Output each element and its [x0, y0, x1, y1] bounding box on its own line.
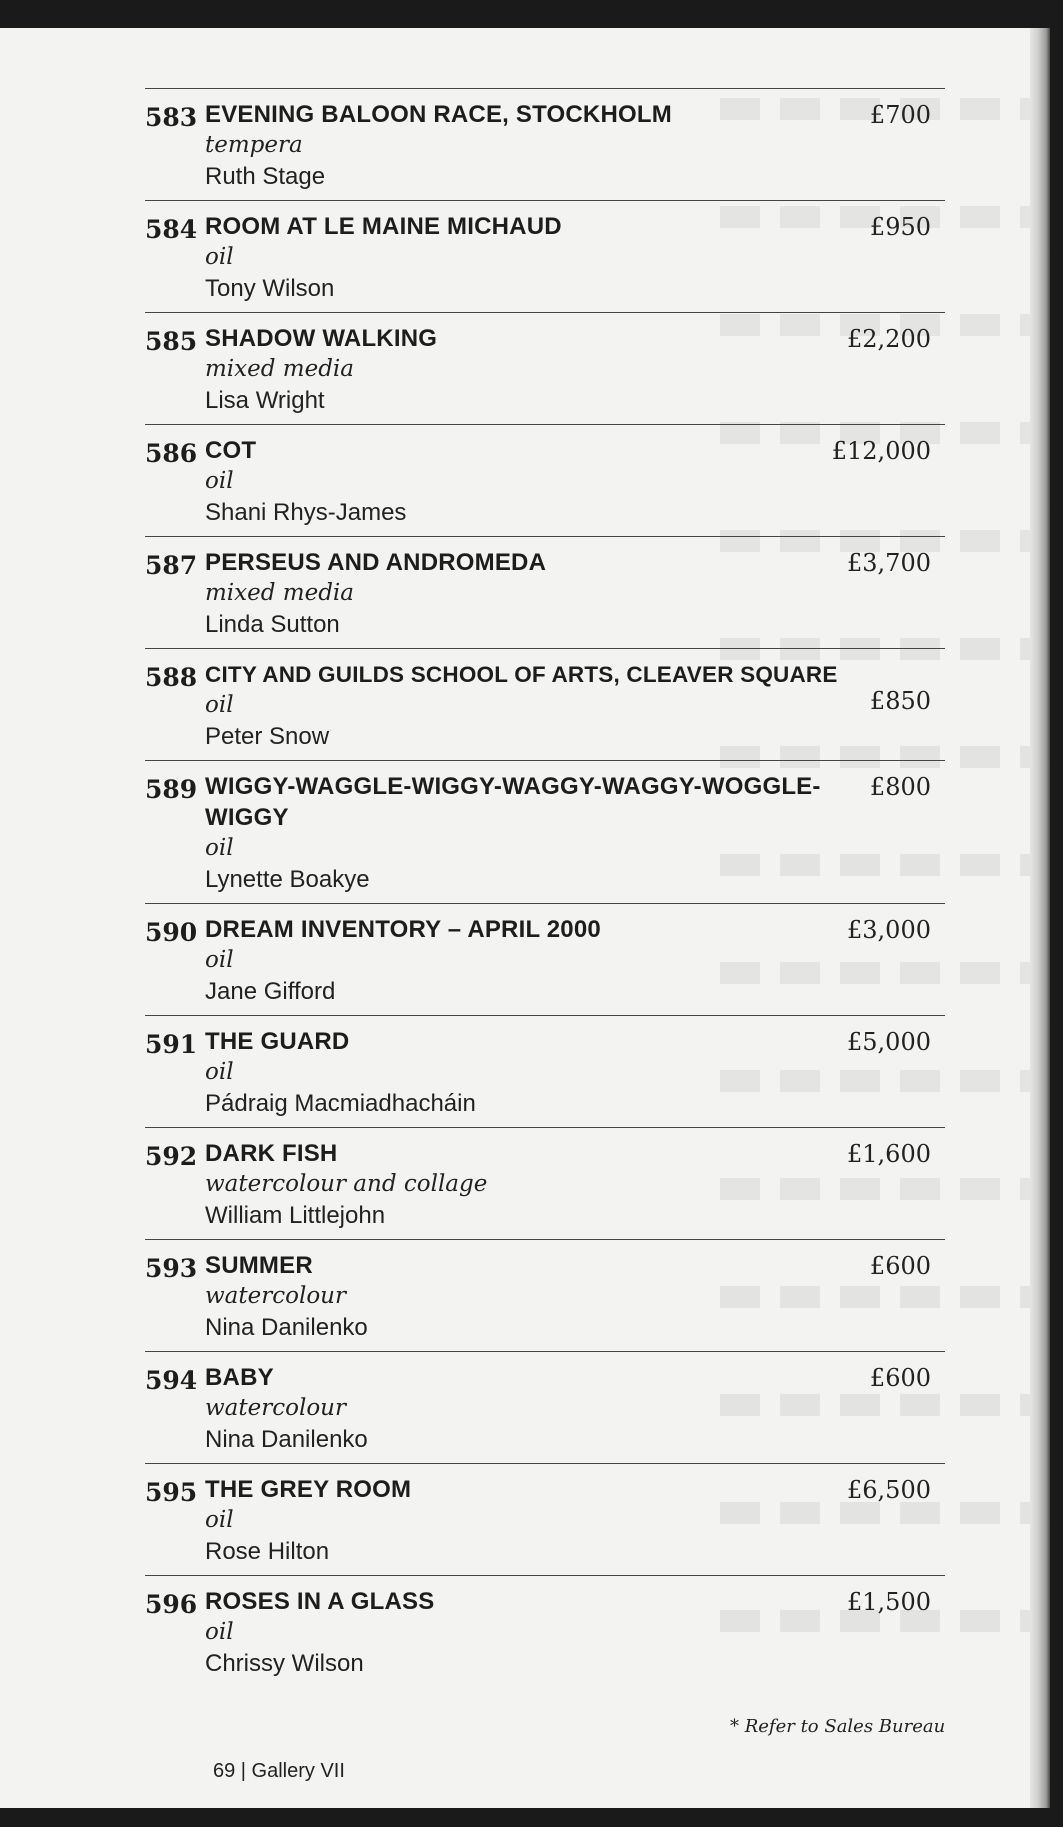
artist-name: William Littlejohn	[205, 1202, 386, 1229]
artwork-medium: watercolour	[205, 1283, 346, 1309]
artist-name: Nina Danilenko	[205, 1314, 368, 1341]
artwork-title: COT	[205, 437, 257, 464]
artwork-price: £12,000	[831, 437, 931, 465]
catalogue-entry	[145, 1127, 945, 1239]
sales-bureau-note: * Refer to Sales Bureau	[730, 1716, 946, 1737]
artwork-title: EVENING BALOON RACE, STOCKHOLM	[205, 101, 672, 128]
catalogue-entry	[145, 760, 945, 903]
artwork-price: £850	[869, 687, 931, 715]
artist-name: Tony Wilson	[205, 275, 335, 302]
page-footer: 69 | Gallery VII	[213, 1760, 345, 1782]
artwork-price: £600	[869, 1252, 931, 1280]
catalogue-entry	[145, 536, 945, 648]
artwork-price: £950	[869, 213, 931, 241]
artwork-title: THE GREY ROOM	[205, 1476, 412, 1503]
artist-name: Rose Hilton	[205, 1538, 330, 1565]
artwork-title: ROOM AT LE MAINE MICHAUD	[205, 213, 562, 240]
lot-number: 594	[145, 1366, 198, 1395]
artwork-medium: oil	[205, 835, 234, 861]
lot-number: 587	[145, 551, 198, 580]
artist-name: Jane Gifford	[205, 978, 336, 1005]
artist-name: Shani Rhys-James	[205, 499, 407, 526]
artwork-title: DARK FISH	[205, 1140, 338, 1167]
artwork-medium: oil	[205, 692, 234, 718]
artwork-title: SUMMER	[205, 1252, 313, 1279]
artist-name: Nina Danilenko	[205, 1426, 368, 1453]
artwork-title: SHADOW WALKING	[205, 325, 438, 352]
catalogue-entry	[145, 424, 945, 536]
artwork-medium: watercolour and collage	[205, 1171, 488, 1197]
catalogue-entry	[145, 648, 945, 760]
catalogue-entry	[145, 1351, 945, 1463]
artist-name: Lynette Boakye	[205, 866, 370, 893]
catalogue-entry	[145, 200, 945, 312]
artwork-medium: tempera	[205, 132, 303, 158]
artwork-medium: watercolour	[205, 1395, 346, 1421]
artwork-medium: oil	[205, 1507, 234, 1533]
lot-number: 596	[145, 1590, 198, 1619]
artwork-medium: oil	[205, 947, 234, 973]
catalogue-entry	[145, 1463, 945, 1575]
artwork-medium: oil	[205, 1059, 234, 1085]
lot-number: 590	[145, 918, 198, 947]
artwork-price: £600	[869, 1364, 931, 1392]
artwork-medium: oil	[205, 1619, 234, 1645]
artwork-price: £3,000	[847, 916, 931, 944]
artist-name: Pádraig Macmiadhacháin	[205, 1090, 476, 1117]
artwork-price: £6,500	[847, 1476, 931, 1504]
artist-name: Peter Snow	[205, 723, 330, 750]
lot-number: 588	[145, 663, 198, 692]
artwork-medium: oil	[205, 468, 234, 494]
lot-number: 593	[145, 1254, 198, 1283]
artwork-price: £3,700	[847, 549, 931, 577]
catalogue-list	[145, 88, 945, 1687]
artwork-title: BABY	[205, 1364, 274, 1391]
artist-name: Ruth Stage	[205, 163, 326, 190]
artwork-medium: mixed media	[205, 580, 354, 606]
catalogue-entry	[145, 903, 945, 1015]
artwork-price: £700	[869, 101, 931, 129]
lot-number: 589	[145, 775, 198, 804]
lot-number: 591	[145, 1030, 198, 1059]
artwork-title: WIGGY-WAGGLE-WIGGY-WAGGY-WAGGY-WOGGLE-WIGGY	[205, 773, 821, 831]
artwork-medium: oil	[205, 244, 234, 270]
artwork-price: £1,500	[847, 1588, 931, 1616]
artwork-title: PERSEUS AND ANDROMEDA	[205, 549, 547, 576]
catalogue-entry	[145, 1239, 945, 1351]
lot-number: 583	[145, 103, 198, 132]
lot-number: 595	[145, 1478, 198, 1507]
artwork-title: ROSES IN A GLASS	[205, 1588, 435, 1615]
artwork-price: £5,000	[847, 1028, 931, 1056]
lot-number: 585	[145, 327, 198, 356]
lot-number: 586	[145, 439, 198, 468]
artwork-price: £800	[869, 773, 931, 801]
artwork-price: £2,200	[847, 325, 931, 353]
catalogue-entry	[145, 312, 945, 424]
artwork-price: £1,600	[847, 1140, 931, 1168]
catalogue-page	[0, 28, 1030, 1808]
artist-name: Chrissy Wilson	[205, 1650, 364, 1677]
lot-number: 584	[145, 215, 198, 244]
artwork-title: THE GUARD	[205, 1028, 350, 1055]
catalogue-entry	[145, 88, 945, 200]
artist-name: Lisa Wright	[205, 387, 325, 414]
catalogue-entry	[145, 1575, 945, 1687]
artist-name: Linda Sutton	[205, 611, 340, 638]
artwork-title: DREAM INVENTORY – APRIL 2000	[205, 916, 601, 943]
artwork-medium: mixed media	[205, 356, 354, 382]
lot-number: 592	[145, 1142, 198, 1171]
artwork-title: CITY AND GUILDS SCHOOL OF ARTS, CLEAVER SQUARE	[205, 662, 838, 687]
catalogue-entry	[145, 1015, 945, 1127]
page-edge	[1030, 28, 1050, 1808]
